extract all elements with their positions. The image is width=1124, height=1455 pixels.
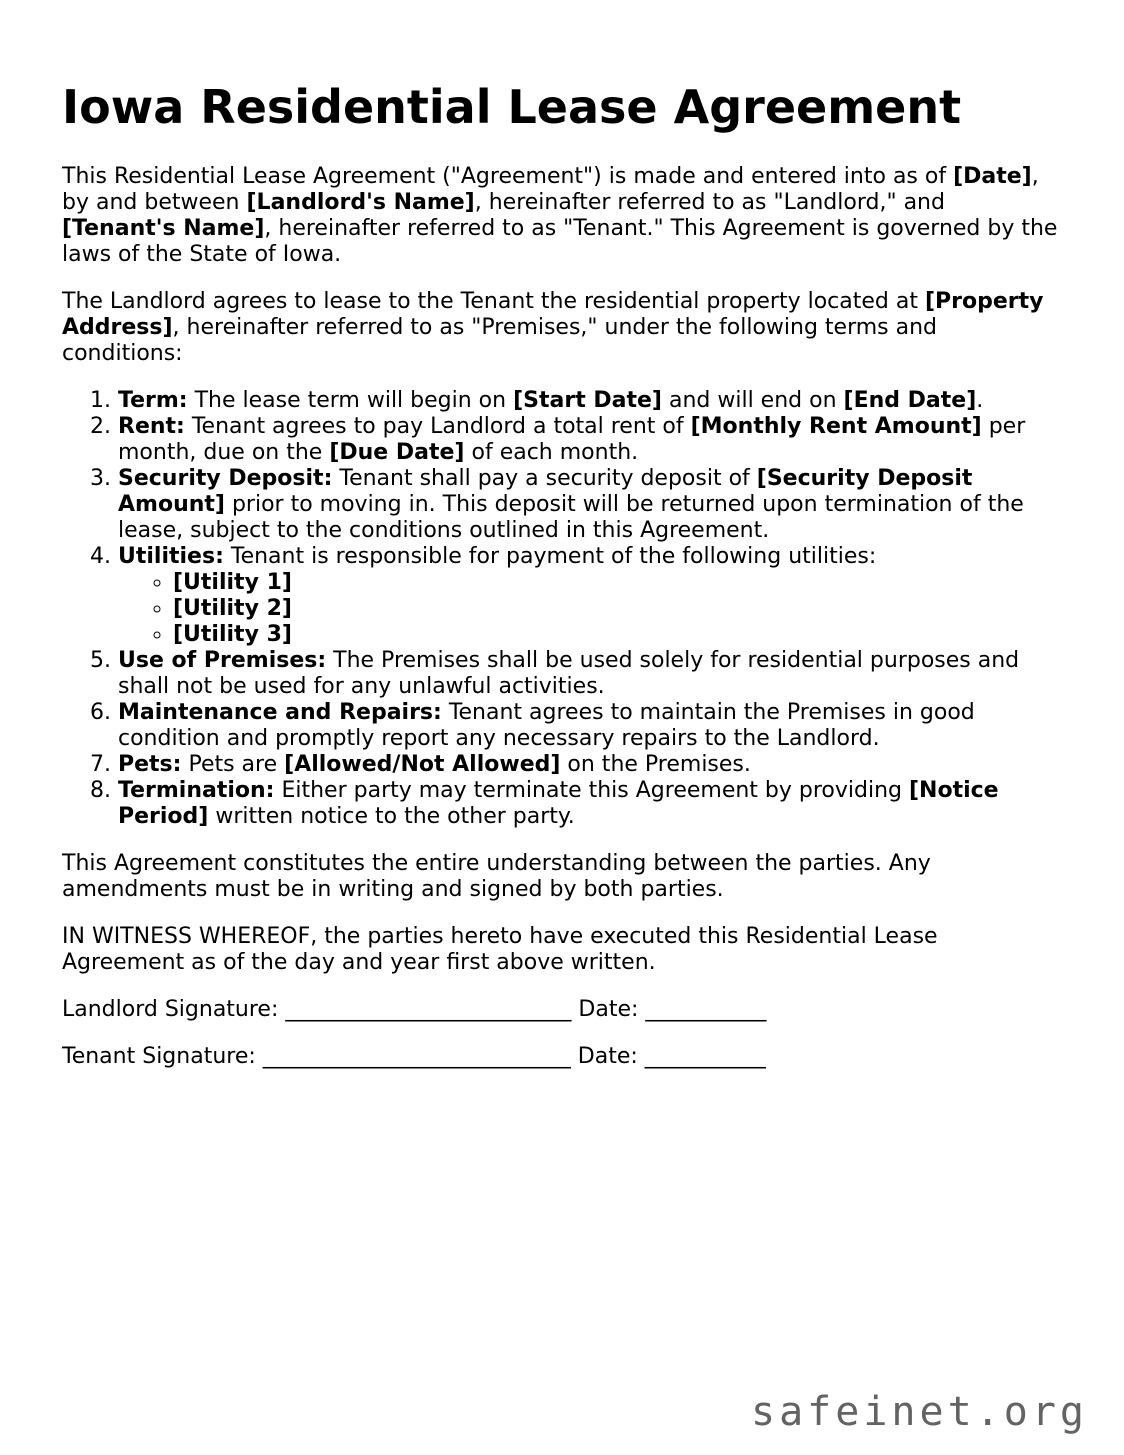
text-segment: per month, due on the bbox=[118, 414, 1026, 465]
text-segment: , hereinafter referred to as "Premises," under the following terms and conditions: bbox=[62, 315, 938, 366]
watermark-text: safeinet.org bbox=[751, 1389, 1088, 1435]
placeholder-token: [Security Deposit Amount] bbox=[118, 466, 973, 517]
landlord-signature-line: __________________________ bbox=[285, 997, 572, 1022]
placeholder-token: Term: bbox=[118, 388, 188, 413]
intro-paragraph bbox=[62, 164, 1062, 268]
tenant-date-label: Date: bbox=[577, 1044, 638, 1069]
placeholder-token: [Date] bbox=[953, 164, 1032, 189]
placeholder-token: Rent: bbox=[118, 414, 185, 439]
placeholder-token: [Tenant's Name] bbox=[62, 216, 265, 241]
text-segment: The Premises shall be used solely for residential purposes and shall not be used for any unlawful activities. bbox=[118, 648, 1020, 699]
utility-item bbox=[173, 622, 1062, 648]
term-item bbox=[118, 414, 1062, 466]
text-segment: and will end on bbox=[661, 388, 844, 413]
term-item bbox=[118, 700, 1062, 752]
placeholder-token: [Notice Period] bbox=[118, 778, 999, 829]
term-item bbox=[118, 544, 1062, 648]
text-segment: This Agreement constitutes the entire understanding between the parties. Any amendments must be in writing and signed by both parties. bbox=[62, 851, 931, 902]
term-item bbox=[118, 648, 1062, 700]
placeholder-token: [Utility 1] bbox=[173, 570, 292, 595]
text-segment: . bbox=[976, 388, 984, 413]
placeholder-token: [Landlord's Name] bbox=[246, 190, 475, 215]
placeholder-token: Security Deposit: bbox=[118, 466, 333, 491]
text-segment: prior to moving in. This deposit will be returned upon termination of the lease, subject to the conditions outlined in this Agreement. bbox=[118, 492, 1024, 543]
text-segment: The lease term will begin on bbox=[187, 388, 514, 413]
text-segment: Pets are bbox=[181, 752, 285, 777]
landlord-signature-row bbox=[62, 997, 1062, 1023]
landlord-date-label: Date: bbox=[578, 997, 639, 1022]
text-segment: Tenant is responsible for payment of the following utilities: bbox=[223, 544, 877, 569]
text-segment: , hereinafter referred to as "Tenant." This Agreement is governed by the laws of the State of Iowa. bbox=[62, 216, 1058, 267]
landlord-date-line: ___________ bbox=[645, 997, 767, 1022]
placeholder-token: [Allowed/Not Allowed] bbox=[284, 752, 561, 777]
text-segment: Either party may terminate this Agreement by providing bbox=[274, 778, 909, 803]
document-title: Iowa Residential Lease Agreement bbox=[62, 80, 962, 134]
placeholder-token: Use of Premises: bbox=[118, 648, 327, 673]
text-segment: Tenant agrees to pay Landlord a total rent of bbox=[184, 414, 691, 439]
placeholder-token: [Start Date] bbox=[513, 388, 662, 413]
term-item bbox=[118, 752, 1062, 778]
tenant-date-line: ___________ bbox=[644, 1044, 766, 1069]
witness-paragraph bbox=[62, 924, 1062, 976]
text-segment: Tenant shall pay a security deposit of bbox=[332, 466, 757, 491]
text-segment: The Landlord agrees to lease to the Tenant the residential property located at bbox=[62, 289, 925, 314]
placeholder-token: Utilities: bbox=[118, 544, 224, 569]
placeholder-token: Termination: bbox=[118, 778, 275, 803]
tenant-signature-row bbox=[62, 1044, 1062, 1070]
text-segment: This Residential Lease Agreement ("Agreement") is made and entered into as of bbox=[62, 164, 954, 189]
text-segment: written notice to the other party. bbox=[208, 804, 575, 829]
placeholder-token: [Property Address] bbox=[62, 289, 1044, 340]
placeholder-token: [Utility 2] bbox=[173, 596, 292, 621]
term-item bbox=[118, 778, 1062, 830]
text-segment: IN WITNESS WHEREOF, the parties hereto have executed this Residential Lease Agreement as of the day and year first above written. bbox=[62, 924, 938, 975]
landlord-signature-label: Landlord Signature: bbox=[62, 997, 279, 1022]
terms-list bbox=[62, 388, 1062, 830]
utility-item bbox=[173, 596, 1062, 622]
text-segment: , by and between bbox=[62, 164, 1039, 215]
placeholder-token: [End Date] bbox=[843, 388, 977, 413]
placeholder-token: [Monthly Rent Amount] bbox=[690, 414, 982, 439]
entire-agreement-paragraph bbox=[62, 851, 1062, 903]
placeholder-token: Maintenance and Repairs: bbox=[118, 700, 442, 725]
placeholder-token: [Due Date] bbox=[329, 440, 465, 465]
term-item bbox=[118, 466, 1062, 544]
property-paragraph bbox=[62, 289, 1062, 367]
text-segment: on the Premises. bbox=[560, 752, 751, 777]
term-item bbox=[118, 388, 1062, 414]
text-segment: of each month. bbox=[464, 440, 639, 465]
placeholder-token: Pets: bbox=[118, 752, 182, 777]
text-segment: Tenant agrees to maintain the Premises in good condition and promptly report any necessary repairs to the Landlord. bbox=[118, 700, 975, 751]
tenant-signature-label: Tenant Signature: bbox=[62, 1044, 256, 1069]
placeholder-token: [Utility 3] bbox=[173, 622, 292, 647]
utilities-list bbox=[118, 570, 1062, 648]
utility-item bbox=[173, 570, 1062, 596]
tenant-signature-line: ____________________________ bbox=[262, 1044, 571, 1069]
text-segment: , hereinafter referred to as "Landlord," and bbox=[474, 190, 945, 215]
